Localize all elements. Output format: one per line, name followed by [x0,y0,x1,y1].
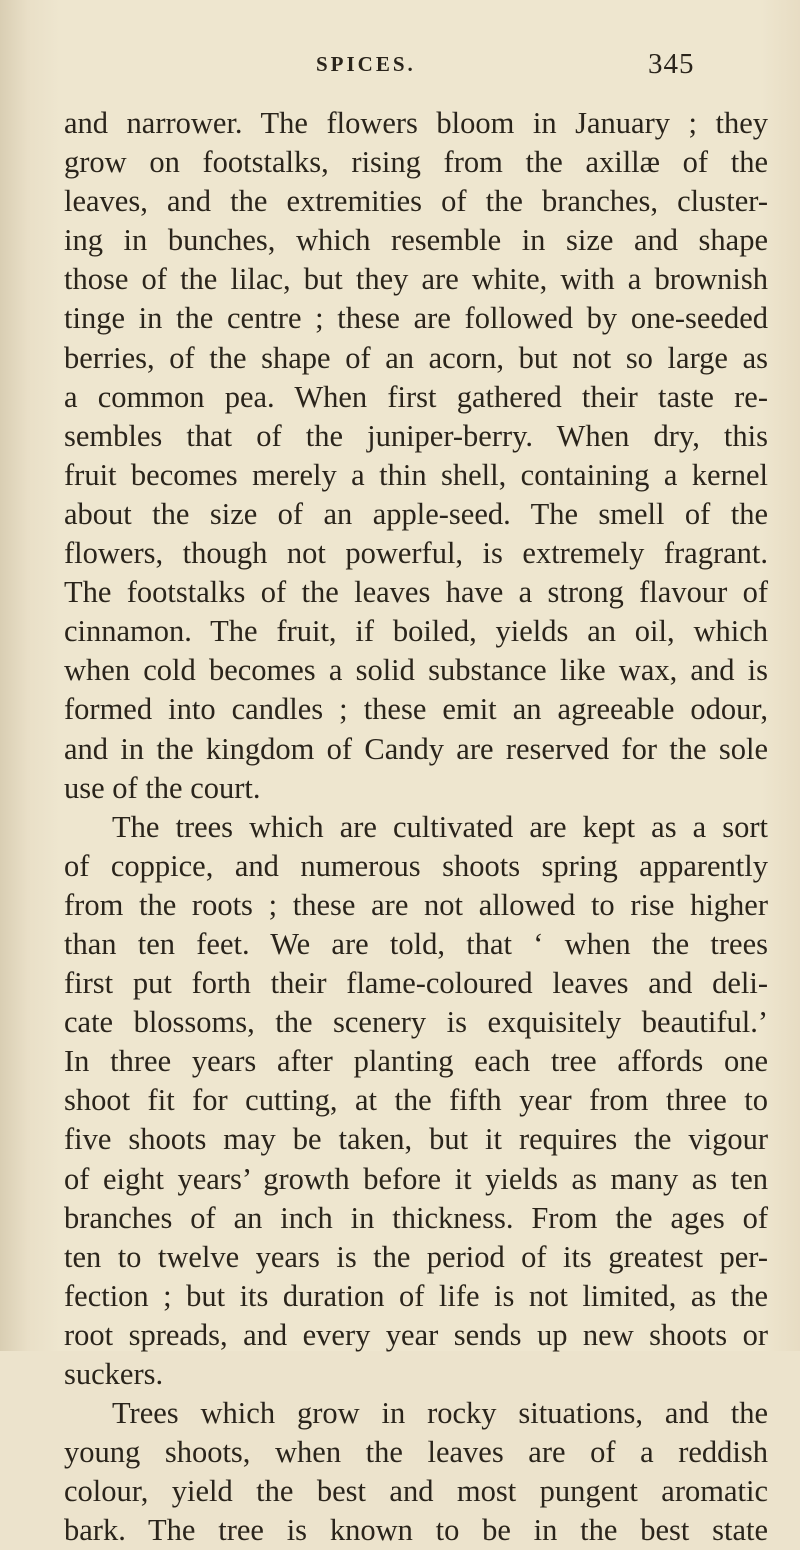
text-line: cinnamon. The fruit, if boiled, yields an oil, which [64,614,768,649]
body-text [64,104,768,1550]
text-line: shoot fit for cutting, at the fifth year from three to [64,1083,768,1118]
text-line: leaves, and the extremities of the branches, cluster- [64,184,768,219]
text-line: about the size of an apple-seed. The smell of the [64,496,768,531]
text-line: tinge in the centre ; these are followed by one-seeded [64,301,768,336]
text-line: five shoots may be taken, but it requires the vigour [64,1122,768,1157]
paragraph-end-line: use of the court. [64,770,261,805]
text-line: fruit becomes merely a thin shell, containing a kernel [64,457,768,492]
text-line: sembles that of the juniper-berry. When dry, this [64,418,768,453]
text-line: of eight years’ growth before it yields as many as ten [64,1161,768,1196]
running-head [0,48,800,88]
text-line: bark. The tree is known to be in the best state [64,1513,768,1548]
text-line: those of the lilac, but they are white, with a brownish [64,262,768,297]
text-line: root spreads, and every year sends up new shoots or [64,1317,768,1352]
text-line: The footstalks of the leaves have a strong flavour of [64,575,768,610]
running-title: SPICES. [316,52,416,76]
page-number: 345 [648,48,695,80]
text-line: ten to twelve years is the period of its greatest per- [64,1239,768,1274]
text-line: colour, yield the best and most pungent aromatic [64,1474,768,1509]
paragraph-start-line: Trees which grow in rocky situations, and the [112,1396,768,1431]
text-line: cate blossoms, the scenery is exquisitely beautiful.’ [64,1005,768,1040]
text-line: a common pea. When first gathered their taste re- [64,379,768,414]
text-line: branches of an inch in thickness. From the ages of [64,1200,768,1235]
text-line: berries, of the shape of an acorn, but not so large as [64,340,768,375]
paragraph-end-line: suckers. [64,1357,164,1391]
text-line: than ten feet. We are told, that ‘ when the trees [64,926,768,961]
text-line: when cold becomes a solid substance like wax, and is [64,653,768,688]
text-line: formed into candles ; these emit an agreeable odour, [64,692,768,727]
text-line: of coppice, and numerous shoots spring apparently [64,848,768,883]
text-line: In three years after planting each tree affords one [64,1044,768,1079]
text-line: ing in bunches, which resemble in size and shape [64,223,768,258]
text-line: from the roots ; these are not allowed to rise higher [64,887,768,922]
text-line: and in the kingdom of Candy are reserved for the sole [64,731,768,766]
text-line: young shoots, when the leaves are of a reddish [64,1435,768,1470]
text-line: grow on footstalks, rising from the axillæ of the [64,145,768,180]
text-line: fection ; but its duration of life is not limited, as the [64,1278,768,1313]
text-line: flowers, though not powerful, is extremely fragrant. [64,536,768,571]
text-line: and narrower. The flowers bloom in January ; they [64,106,768,140]
paragraph-start-line: The trees which are cultivated are kept as a sort [112,809,768,844]
text-line: first put forth their flame-coloured leaves and deli- [64,966,768,1001]
